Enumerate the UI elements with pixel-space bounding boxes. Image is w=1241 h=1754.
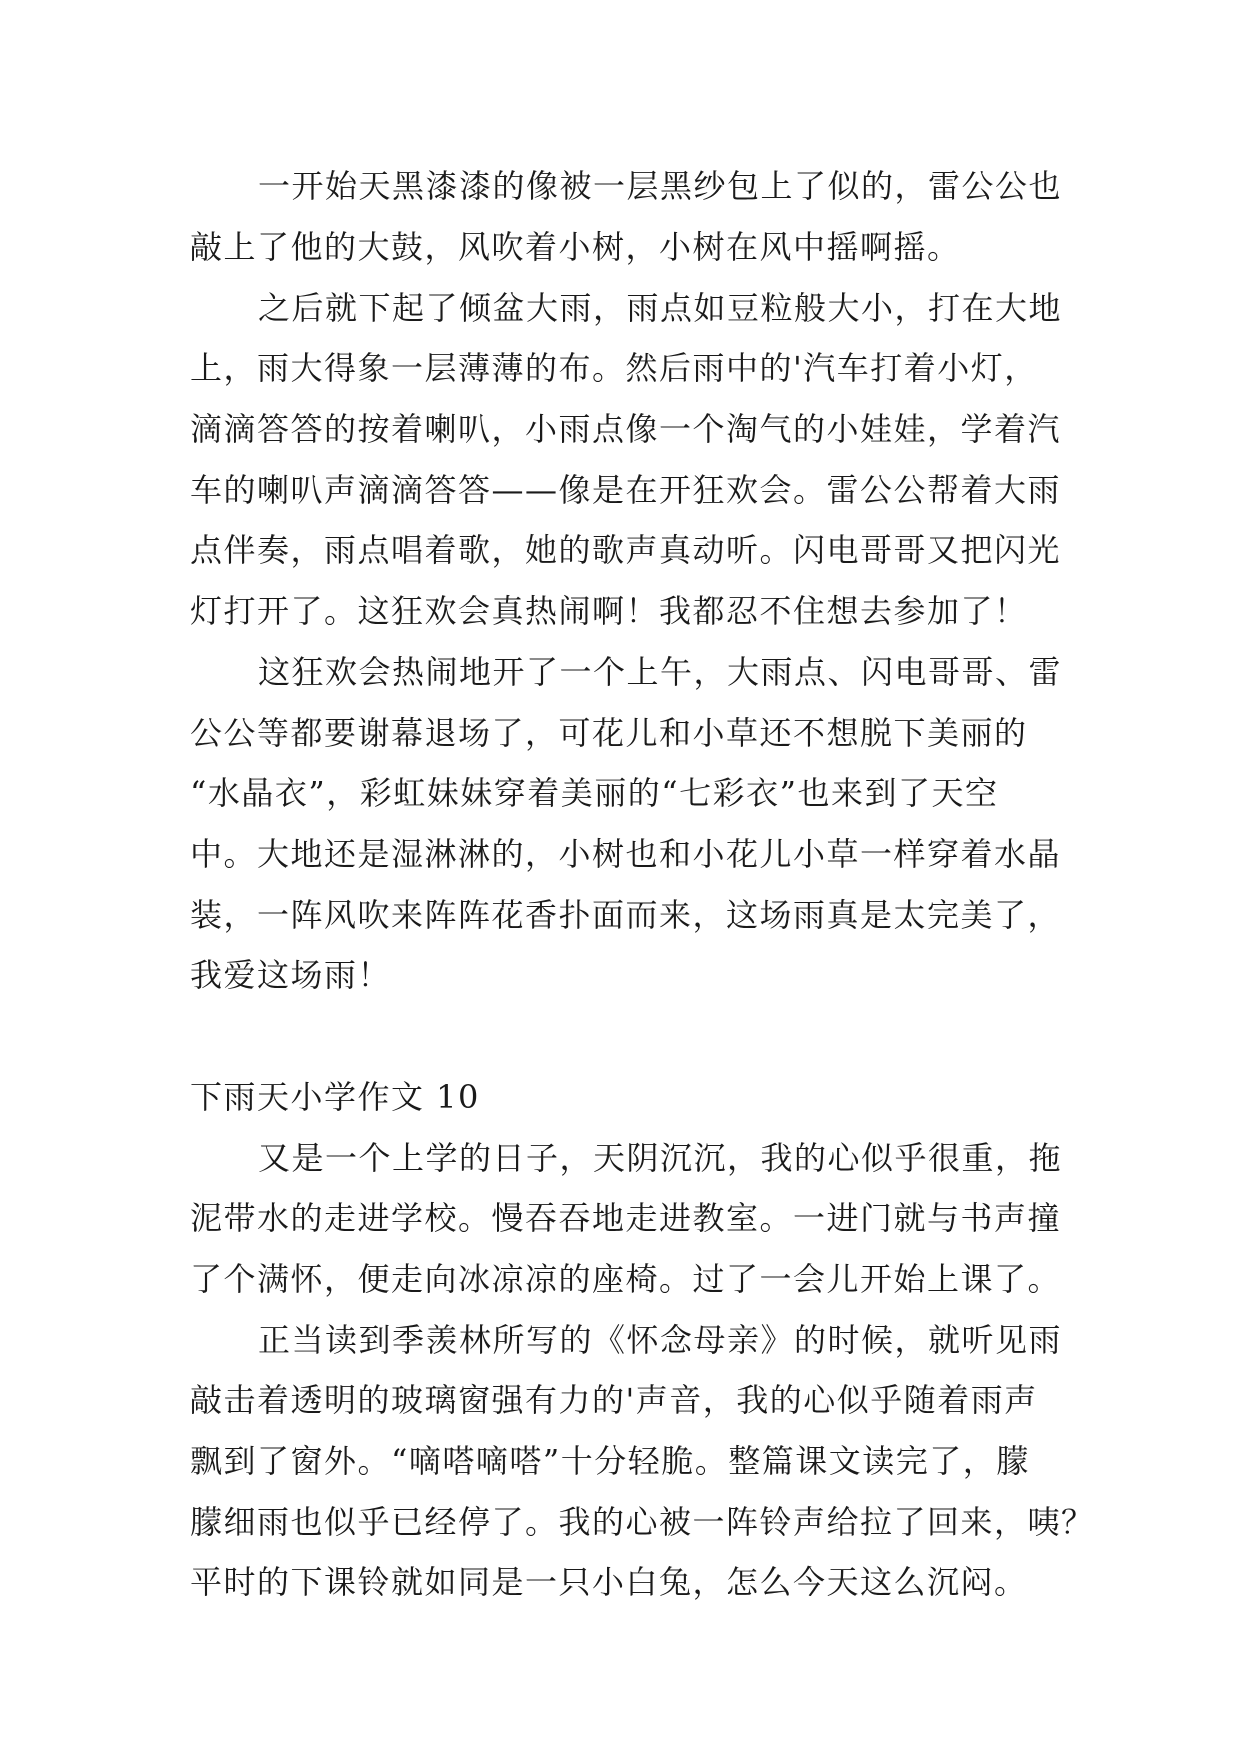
paragraph-line: 灯打开了。这狂欢会真热闹啊！我都忍不住想去参加了！: [190, 592, 1028, 630]
paragraph-line: 点伴奏，雨点唱着歌，她的歌声真动听。闪电哥哥又把闪光: [190, 531, 1062, 569]
paragraph-line: 飘到了窗外。“嘀嗒嘀嗒”十分轻脆。整篇课文读完了，朦: [190, 1442, 1030, 1480]
paragraph-line: 这狂欢会热闹地开了一个上午，大雨点、闪电哥哥、雷: [258, 653, 1063, 691]
paragraph-line: 滴滴答答的按着喇叭，小雨点像一个淘气的小娃娃，学着汽: [190, 410, 1062, 448]
paragraph-line: 中。大地还是湿淋淋的，小树也和小花儿小草一样穿着水晶: [190, 835, 1062, 873]
paragraph-line: “水晶衣”，彩虹妹妹穿着美丽的“七彩衣”也来到了天空: [190, 774, 999, 812]
paragraph-line: 朦细雨也似乎已经停了。我的心被一阵铃声给拉了回来，咦？: [190, 1503, 1095, 1541]
paragraph-line: 上，雨大得象一层薄薄的布。然后雨中的'汽车打着小灯，: [190, 349, 1038, 387]
paragraph-line: 公公等都要谢幕退场了，可花儿和小草还不想脱下美丽的: [190, 714, 1028, 752]
paragraph-line: 一开始天黑漆漆的像被一层黑纱包上了似的，雷公公也: [258, 167, 1063, 205]
paragraph-line: 之后就下起了倾盆大雨，雨点如豆粒般大小，打在大地: [258, 289, 1063, 327]
paragraph-line: 又是一个上学的日子，天阴沉沉，我的心似乎很重，拖: [258, 1139, 1063, 1177]
section-heading: 下雨天小学作文 10: [190, 1078, 480, 1116]
paragraph-line: 正当读到季羡林所写的《怀念母亲》的时候，就听见雨: [258, 1321, 1063, 1359]
paragraph-line: 敲上了他的大鼓，风吹着小树，小树在风中摇啊摇。: [190, 228, 961, 266]
paragraph-line: 了个满怀，便走向冰凉凉的座椅。过了一会儿开始上课了。: [190, 1260, 1062, 1298]
paragraph-line: 我爱这场雨！: [190, 956, 392, 994]
paragraph-line: 敲击着透明的玻璃窗强有力的'声音，我的心似乎随着雨声: [190, 1381, 1038, 1419]
paragraph-line: 装，一阵风吹来阵阵花香扑面而来，这场雨真是太完美了，: [190, 896, 1062, 934]
paragraph-line: 平时的下课铃就如同是一只小白兔，怎么今天这么沉闷。: [190, 1563, 1028, 1601]
paragraph-line: 车的喇叭声滴滴答答——像是在开狂欢会。雷公公帮着大雨: [190, 471, 1062, 509]
paragraph-line: 泥带水的走进学校。慢吞吞地走进教室。一进门就与书声撞: [190, 1199, 1062, 1237]
